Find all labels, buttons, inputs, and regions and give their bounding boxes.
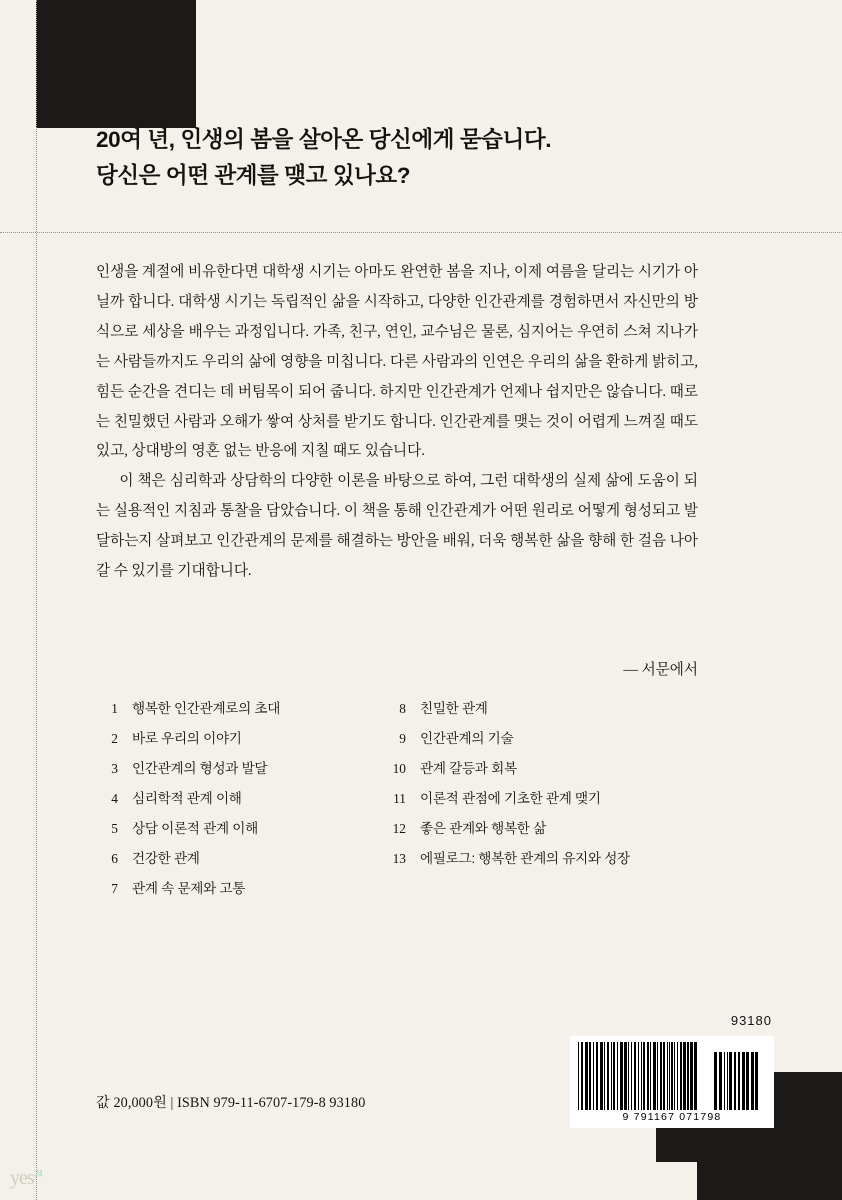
attribution: — 서문에서 (623, 662, 698, 678)
toc-label: 친밀한 관계 (420, 701, 488, 716)
toc-number: 10 (392, 761, 406, 776)
toc-number: 11 (393, 791, 406, 806)
decorative-notch-top-left (0, 0, 36, 52)
list-item (92, 757, 392, 787)
toc-label: 인간관계의 형성과 발달 (132, 761, 268, 776)
list-item (380, 847, 720, 877)
decorative-block-top-left (36, 0, 196, 128)
watermark-sup: 24 (33, 1168, 42, 1180)
list-item (380, 697, 720, 727)
list-item (380, 787, 720, 817)
list-item (92, 877, 392, 907)
price-and-isbn: 값 20,000원 | ISBN 979-11-6707-179-8 93180 (96, 1095, 366, 1111)
toc-label: 상담 이론적 관계 이해 (132, 821, 258, 836)
toc-column-left (92, 697, 392, 907)
toc-label: 바로 우리의 이야기 (132, 731, 242, 746)
toc-number: 12 (392, 821, 406, 836)
list-item (92, 787, 392, 817)
toc-number: 8 (399, 701, 406, 716)
barcode-bars-main (578, 1042, 708, 1110)
toc-number: 2 (111, 731, 118, 746)
barcode-ean-number: 9 791167 071798 (622, 1111, 722, 1123)
toc-label: 좋은 관계와 행복한 삶 (420, 821, 546, 836)
barcode (570, 1036, 774, 1128)
list-item (92, 697, 392, 727)
headline (96, 122, 796, 195)
toc-number: 6 (111, 851, 118, 866)
toc-number: 4 (111, 791, 118, 806)
toc-number: 5 (111, 821, 118, 836)
list-item (92, 817, 392, 847)
list-item (380, 757, 720, 787)
toc-number: 9 (399, 731, 406, 746)
dotted-divider-horizontal (0, 232, 842, 233)
list-item (92, 727, 392, 757)
dotted-divider-vertical (36, 0, 37, 1200)
toc-number: 13 (392, 851, 406, 866)
toc-column-right (380, 697, 720, 877)
watermark (10, 1167, 42, 1190)
list-item (380, 727, 720, 757)
toc-label: 관계 갈등과 회복 (420, 761, 517, 776)
barcode-bars-addon (714, 1042, 766, 1110)
headline-line-2: 당신은 어떤 관계를 맺고 있나요? (96, 163, 411, 189)
watermark-text: yes (10, 1167, 34, 1189)
barcode-bar-strip (578, 1042, 708, 1110)
list-item (380, 817, 720, 847)
toc-number: 7 (111, 881, 118, 896)
decorative-notch-bottom-right (656, 1162, 697, 1200)
toc-label: 행복한 인간관계로의 초대 (132, 701, 281, 716)
toc-number: 3 (111, 761, 118, 776)
list-item (92, 847, 392, 877)
body-paragraph-1: 인생을 계절에 비유한다면 대학생 시기는 아마도 완연한 봄을 지나, 이제 여름을 달리는 시기가 아닐까 합니다. 대학생 시기는 독립적인 삶을 시작하고, 다양한 인간관계를 경험하면서 자신만의 방식으로 세상을 배우는 과정입니다. 가족, 친구, 연인, 교수님은 물론, 심지어는 우연히 스쳐 지나가는 사람들까지도 우리의 삶에 영향을 미칩니다. 다른 사람과의 인연은 우리의 삶을 환하게 밝히고, 힘든 순간을 견디는 데 버팀목이 되어 줍니다. 하지만 인간관계가 언제나 쉽지만은 않습니다. 때로는 친밀했던 사람과 오해가 쌓여 상처를 받기도 합니다. 인간관계를 맺는 것이 어렵게 느껴질 때도 있고, 상대방의 영혼 없는 반응에 지칠 때도 있습니다. (96, 264, 698, 460)
body-copy (96, 258, 698, 587)
body-paragraph-2: 이 책은 심리학과 상담학의 다양한 이론을 바탕으로 하여, 그런 대학생의 실제 삶에 도움이 되는 실용적인 지침과 통찰을 담았습니다. 이 책을 통해 인간관계가 어떤 원리로 어떻게 형성되고 발달하는지 살펴보고 인간관계의 문제를 해결하는 방안을 배워, 더욱 행복한 삶을 향해 한 걸음 나아갈 수 있기를 기대합니다. (96, 473, 698, 580)
toc-label: 건강한 관계 (132, 851, 200, 866)
barcode-addon-number: 93180 (730, 1013, 772, 1028)
barcode-bars (578, 1042, 766, 1110)
toc-number: 1 (111, 701, 118, 716)
barcode-addon-strip (714, 1052, 766, 1110)
headline-line-1: 20여 년, 인생의 봄을 살아온 당신에게 묻습니다. (96, 127, 552, 152)
toc-label: 에필로그: 행복한 관계의 유지와 성장 (420, 851, 630, 866)
toc-label: 관계 속 문제와 고통 (132, 881, 246, 896)
toc-label: 심리학적 관계 이해 (132, 791, 242, 806)
toc-label: 이론적 관점에 기초한 관계 맺기 (420, 791, 601, 806)
toc-label: 인간관계의 기술 (420, 731, 514, 746)
